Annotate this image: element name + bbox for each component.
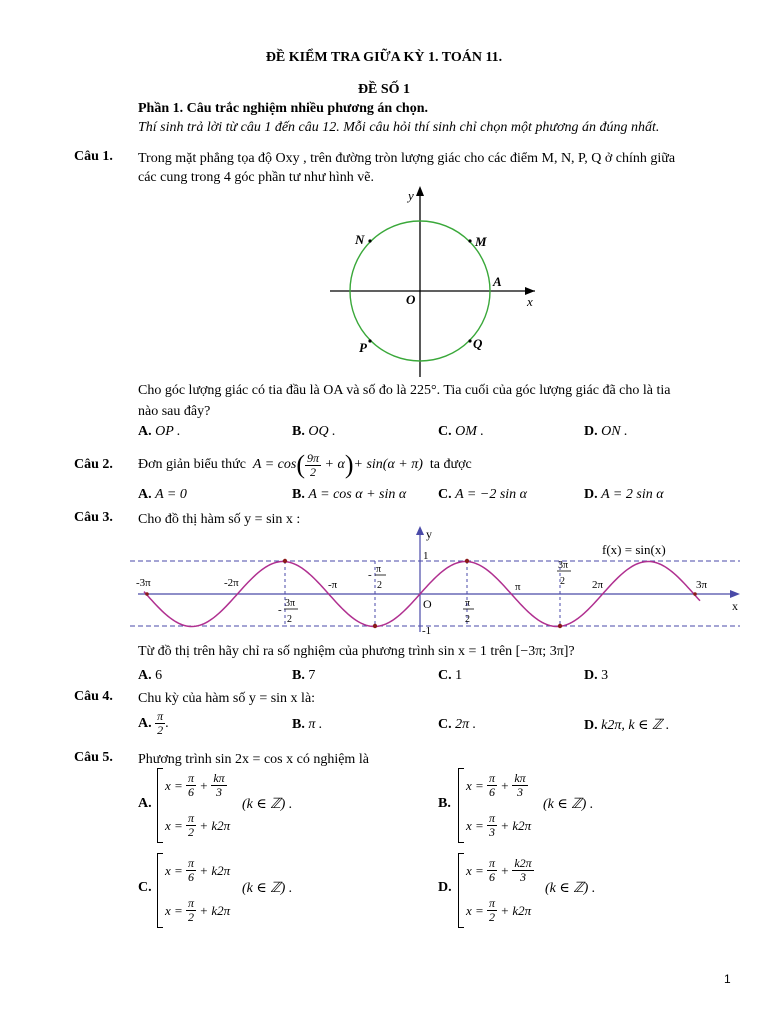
axis-y-label: y: [426, 527, 432, 541]
question-4-line1: Chu kỳ của hàm số y = sin x là:: [138, 691, 316, 706]
label-y: y: [408, 188, 414, 203]
question-3-stem: Từ đồ thị trên hãy chỉ ra số nghiệm của phương trình sin x = 1 trên [−3π; 3π]?: [138, 644, 575, 659]
question-5-label: Câu 5.: [74, 750, 113, 765]
origin-label: O: [423, 597, 432, 611]
q2-option-b[interactable]: B. A = cos α + sin α: [292, 487, 407, 502]
q3-option-b[interactable]: B. 7: [292, 668, 316, 683]
sine-graph: [130, 524, 755, 636]
exam-subtitle: ĐỀ SỐ 1: [357, 82, 411, 97]
q2-option-d[interactable]: D. A = 2 sin α: [584, 487, 664, 502]
svg-text:π: π: [515, 581, 521, 593]
svg-text:π: π: [465, 598, 471, 609]
q2-option-a[interactable]: A. A = 0: [138, 487, 187, 502]
q3-option-c[interactable]: C. 1: [438, 668, 463, 683]
axis-x-label: x: [732, 599, 738, 613]
q4-option-a[interactable]: A. $\frac{\pi}{2}$ .: [138, 709, 169, 737]
q1-option-b[interactable]: B. OQ .: [292, 424, 336, 439]
part-title: Phần 1. Câu trắc nghiệm nhiều phương án chọn.: [138, 101, 428, 116]
svg-text:-: -: [368, 569, 372, 581]
label-x: x: [527, 294, 533, 309]
page-number: 1: [724, 972, 731, 986]
svg-text:2: 2: [560, 576, 565, 587]
label-O: O: [406, 292, 416, 307]
label-Q: Q: [473, 336, 483, 351]
svg-text:2: 2: [287, 614, 292, 625]
question-2-label: Câu 2.: [74, 457, 113, 472]
label-A: A: [493, 274, 502, 289]
svg-text:-3π: -3π: [136, 577, 151, 589]
q1-option-c[interactable]: C. OM .: [438, 424, 484, 439]
question-1-label: Câu 1.: [74, 149, 113, 164]
question-5-line1: Phương trình sin 2x = cos x có nghiệm là: [138, 752, 369, 767]
question-1-line2: các cung trong 4 góc phần tư như hình vẽ.: [138, 170, 375, 185]
question-2-text: Đơn giản biểu thức A = cos ( $\frac{9\pi}{2}$ + α ) + sin(α + π) ta được: [138, 450, 472, 479]
svg-text:-2π: -2π: [224, 577, 239, 589]
svg-text:-: -: [278, 604, 282, 616]
svg-text:3π: 3π: [558, 560, 569, 571]
question-1-stem2: nào sau đây?: [138, 404, 211, 419]
question-3-label: Câu 3.: [74, 510, 113, 525]
q3-option-a[interactable]: A. 6: [138, 668, 163, 683]
svg-text:3π: 3π: [285, 598, 296, 609]
func-label: f(x) = sin(x): [602, 542, 666, 557]
q4-option-d[interactable]: D. k2π, k ∈ ℤ .: [584, 718, 670, 733]
question-1-line1: Trong mặt phẳng tọa độ Oxy , trên đường tròn lượng giác cho các điểm M, N, P, Q ở chính giữa: [138, 151, 676, 166]
q4-option-b[interactable]: B. π .: [292, 717, 323, 732]
q3-option-d[interactable]: D. 3: [584, 668, 609, 683]
svg-text:π: π: [376, 564, 382, 575]
label-M: M: [475, 234, 487, 249]
label-P: P: [359, 340, 367, 355]
svg-text:3π: 3π: [696, 579, 708, 591]
svg-text:2: 2: [377, 580, 382, 591]
q1-option-a[interactable]: A. OP .: [138, 424, 181, 439]
svg-text:-1: -1: [422, 625, 432, 636]
q1-option-d[interactable]: D. ON .: [584, 424, 628, 439]
svg-text:2π: 2π: [592, 579, 604, 591]
part-instruction: Thí sinh trả lời từ câu 1 đến câu 12. Mỗi câu hỏi thí sinh chỉ chọn một phương án đúng nhất.: [138, 120, 660, 135]
question-4-label: Câu 4.: [74, 689, 113, 704]
q4-option-c[interactable]: C. 2π .: [438, 717, 477, 732]
svg-text:2: 2: [465, 614, 470, 625]
question-3-line1: Cho đồ thị hàm số y = sin x :: [138, 512, 301, 527]
label-N: N: [355, 232, 365, 247]
q2-option-c[interactable]: C. A = −2 sin α: [438, 487, 528, 502]
exam-title: ĐỀ KIỂM TRA GIỮA KỲ 1. TOÁN 11.: [265, 50, 503, 65]
svg-text:-π: -π: [328, 579, 338, 591]
unit-circle-figure: [320, 180, 550, 380]
svg-text:1: 1: [423, 550, 429, 562]
question-1-stem1: Cho góc lượng giác có tia đầu là OA và số đo là 225°. Tia cuối của góc lượng giác đã cho là tia: [138, 383, 671, 398]
